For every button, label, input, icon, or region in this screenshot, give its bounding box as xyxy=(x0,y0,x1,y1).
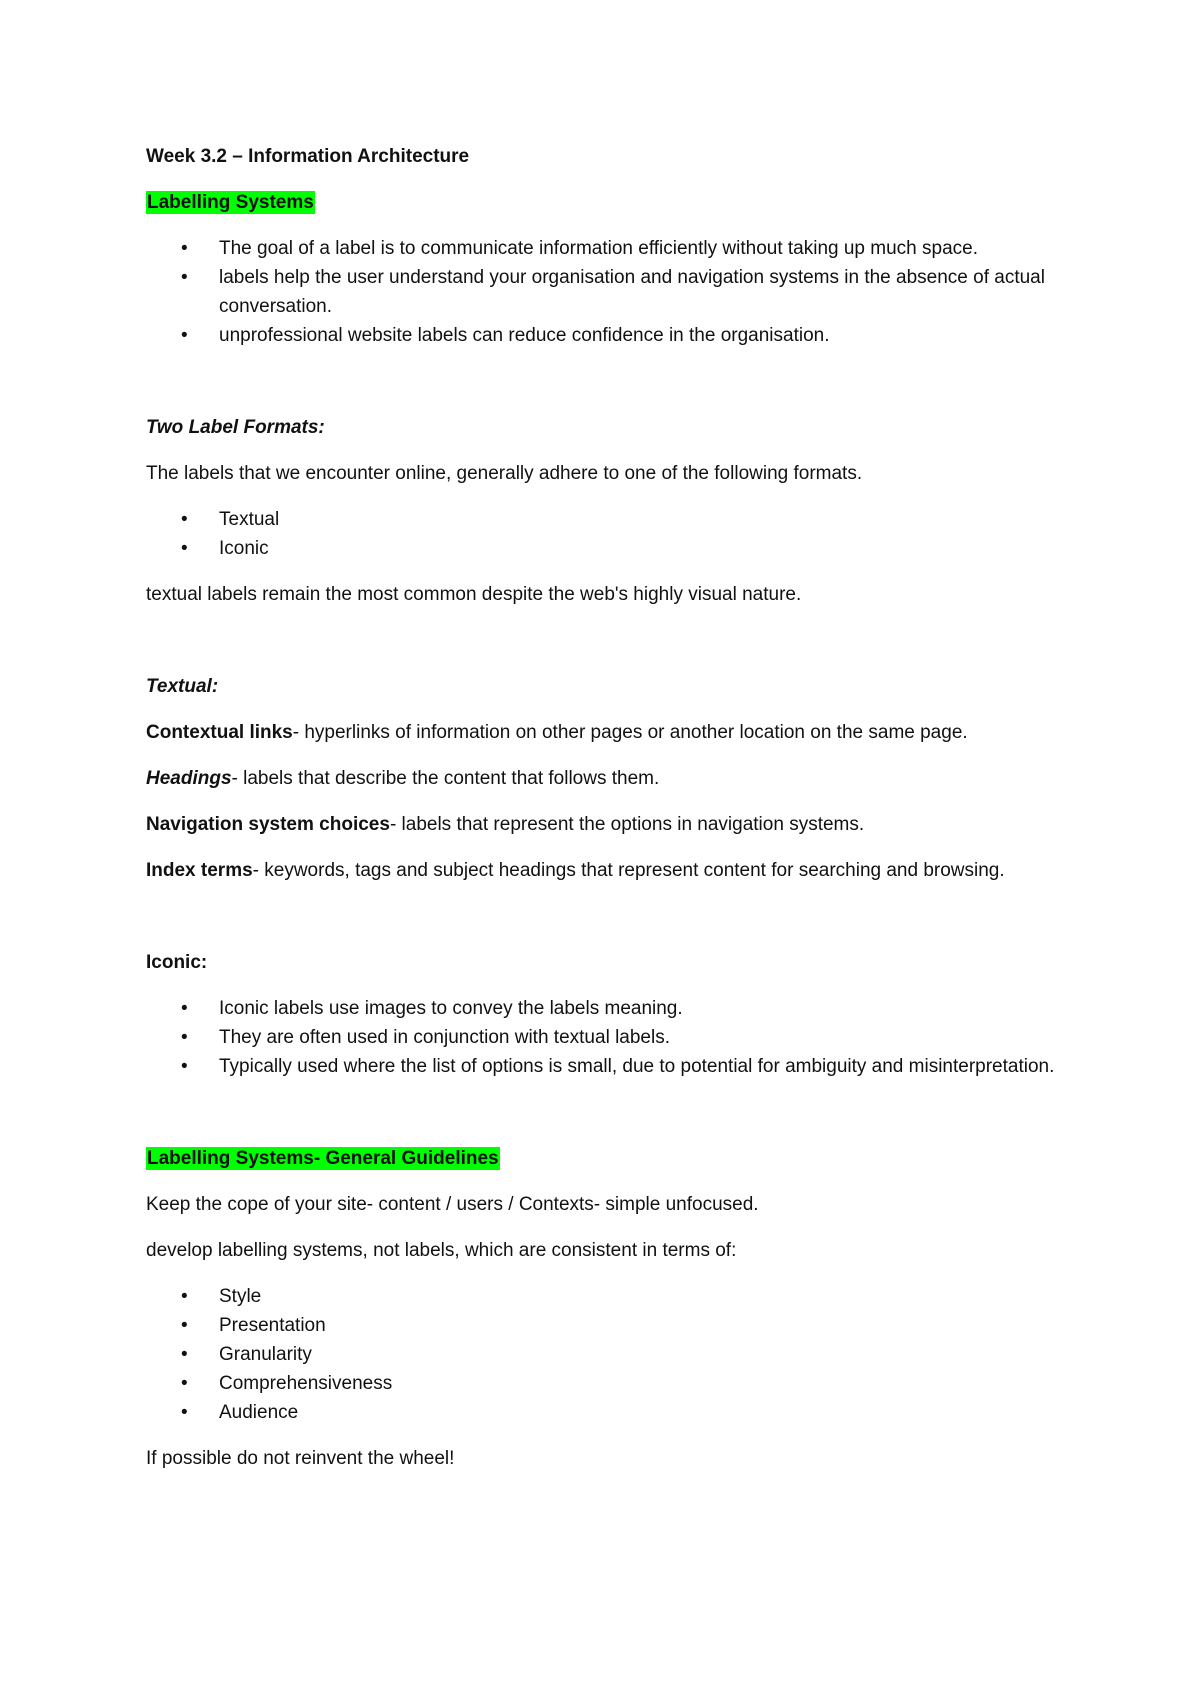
bullet-icon: • xyxy=(181,238,188,259)
list-item-text: Granularity xyxy=(219,1344,312,1365)
list-item xyxy=(146,1311,1066,1340)
definition-term: Headings xyxy=(146,768,232,789)
bullet-icon: • xyxy=(181,509,188,530)
bullet-icon: • xyxy=(181,1344,188,1365)
list-item-text: Presentation xyxy=(219,1315,326,1336)
list-item-text: Comprehensiveness xyxy=(219,1373,393,1394)
paragraph: Keep the cope of your site- content / users / Contexts- simple unfocused. xyxy=(146,1194,759,1215)
page-title: Week 3.2 – Information Architecture xyxy=(146,146,470,167)
list-item xyxy=(146,1398,1066,1427)
list-item xyxy=(146,1052,1066,1081)
list-item-text: Style xyxy=(219,1286,262,1307)
bullet-icon: • xyxy=(181,1286,188,1307)
bullet-icon: • xyxy=(181,1315,188,1336)
paragraph: textual labels remain the most common despite the web's highly visual nature. xyxy=(146,584,802,605)
definition-term: Contextual links xyxy=(146,722,293,743)
section-heading-labelling-systems xyxy=(146,188,1066,217)
bullet-icon: • xyxy=(181,1373,188,1394)
section-heading-general-guidelines xyxy=(146,1144,1066,1173)
list-item-text: The goal of a label is to communicate information efficiently without taking up much space. xyxy=(219,238,978,259)
bullet-icon: • xyxy=(181,998,188,1019)
iconic-list xyxy=(146,994,1066,1081)
definition-item xyxy=(146,810,1066,839)
highlighted-heading: Labelling Systems xyxy=(147,192,314,213)
list-item-text: Iconic xyxy=(219,538,269,559)
paragraph: develop labelling systems, not labels, which are consistent in terms of: xyxy=(146,1240,737,1261)
bullet-icon: • xyxy=(181,267,188,288)
definition-text: - labels that describe the content that follows them. xyxy=(231,768,660,789)
document-page xyxy=(146,142,1066,1473)
paragraph: The labels that we encounter online, generally adhere to one of the following formats. xyxy=(146,463,863,484)
definition-text: - labels that represent the options in navigation systems. xyxy=(389,814,865,835)
highlighted-heading: Labelling Systems- General Guidelines xyxy=(147,1148,499,1169)
definition-item xyxy=(146,718,1066,747)
list-item xyxy=(146,1340,1066,1369)
bullet-icon: • xyxy=(181,1402,188,1423)
list-item xyxy=(146,1023,1066,1052)
bullet-icon: • xyxy=(181,538,188,559)
bullet-icon: • xyxy=(181,325,188,346)
list-item-text: Textual xyxy=(219,509,280,530)
definition-term: Navigation system choices xyxy=(146,814,390,835)
list-item xyxy=(146,321,1066,350)
bullet-icon: • xyxy=(181,1027,188,1048)
label-formats-list xyxy=(146,505,1066,563)
list-item-text: Typically used where the list of options is small, due to potential for ambiguity and misinterpretation. xyxy=(219,1056,1055,1077)
list-item xyxy=(146,505,1066,534)
section-heading-two-label-formats: Two Label Formats: xyxy=(146,417,325,438)
definition-text: - keywords, tags and subject headings that represent content for searching and browsing. xyxy=(252,860,1005,881)
definition-item xyxy=(146,764,1066,793)
list-item xyxy=(146,534,1066,563)
list-item xyxy=(146,994,1066,1023)
definition-term: Index terms xyxy=(146,860,253,881)
section-heading-textual: Textual: xyxy=(146,676,219,697)
list-item-text: unprofessional website labels can reduce confidence in the organisation. xyxy=(219,325,830,346)
bullet-icon: • xyxy=(181,1056,188,1077)
labelling-systems-list xyxy=(146,234,1066,350)
definition-text: - hyperlinks of information on other pages or another location on the same page. xyxy=(292,722,968,743)
closing-paragraph: If possible do not reinvent the wheel! xyxy=(146,1448,455,1469)
section-heading-iconic: Iconic: xyxy=(146,952,208,973)
list-item-text: Iconic labels use images to convey the labels meaning. xyxy=(219,998,683,1019)
list-item-text: Audience xyxy=(219,1402,299,1423)
consistency-list xyxy=(146,1282,1066,1427)
list-item-text: labels help the user understand your organisation and navigation systems in the absence of actual conversation. xyxy=(219,267,1045,317)
list-item xyxy=(146,1282,1066,1311)
definition-item xyxy=(146,856,1066,885)
list-item-text: They are often used in conjunction with textual labels. xyxy=(219,1027,670,1048)
list-item xyxy=(146,1369,1066,1398)
list-item xyxy=(146,263,1066,321)
list-item xyxy=(146,234,1066,263)
